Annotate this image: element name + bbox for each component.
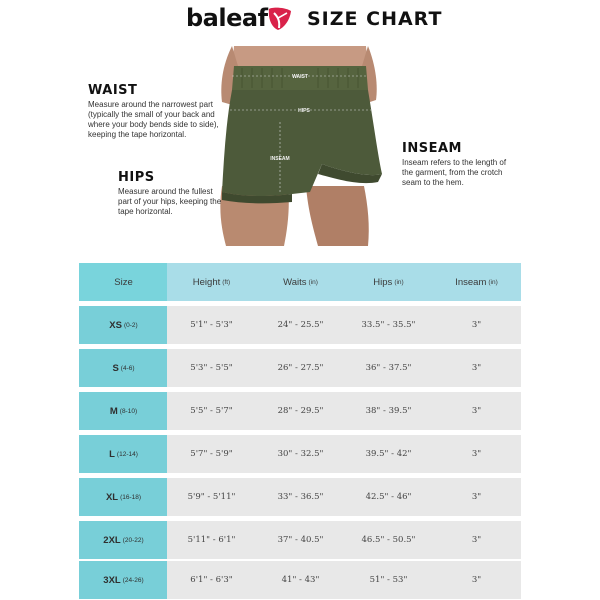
table-row <box>79 349 521 387</box>
hips-cell: 42.5" - 46" <box>344 478 433 516</box>
hips-title: HIPS <box>118 170 155 185</box>
hips-cell: 33.5" - 35.5" <box>344 306 433 344</box>
inseam-cell: 3" <box>432 478 521 516</box>
height-cell: 5'1" - 5'3" <box>167 306 256 344</box>
size-cell: M (8-10) <box>79 392 168 430</box>
photo-label-waist: WAIST <box>292 74 308 80</box>
page-title: SIZE CHART <box>307 8 443 30</box>
waist-cell: 30" - 32.5" <box>256 435 345 473</box>
waist-description: Measure around the narrowest part (typically the small of your back and where your body bends side to side), keeping the tape horizontal. <box>88 100 219 139</box>
waist-cell: 41" - 43" <box>256 561 345 599</box>
inseam-cell: 3" <box>432 521 521 559</box>
hips-cell: 36" - 37.5" <box>344 349 433 387</box>
height-cell: 5'7" - 5'9" <box>167 435 256 473</box>
header-hips: Hips (in) <box>344 263 433 301</box>
height-cell: 5'11" - 6'1" <box>167 521 256 559</box>
header-waist: Waits (in) <box>256 263 345 301</box>
waist-cell: 37" - 40.5" <box>256 521 345 559</box>
table-row <box>79 561 521 599</box>
table-header-row <box>79 263 521 301</box>
waist-cell: 24" - 25.5" <box>256 306 345 344</box>
height-cell: 5'9" - 5'11" <box>167 478 256 516</box>
table-row <box>79 306 521 344</box>
inseam-cell: 3" <box>432 435 521 473</box>
inseam-cell: 3" <box>432 392 521 430</box>
photo-label-hips: HIPS <box>298 108 310 114</box>
size-cell: XS (0-2) <box>79 306 168 344</box>
size-cell: L (12-14) <box>79 435 168 473</box>
inseam-annotation <box>402 141 514 188</box>
inseam-description: Inseam refers to the length of the garment, from the crotch seam to the hem. <box>402 158 507 187</box>
height-cell: 6'1" - 6'3" <box>167 561 256 599</box>
header-size: Size <box>79 263 168 301</box>
hips-description: Measure around the fullest part of your hips, keeping the tape horizontal. <box>118 187 222 216</box>
photo-label-inseam: INSEAM <box>270 156 290 162</box>
inseam-cell: 3" <box>432 561 521 599</box>
waist-cell: 26" - 27.5" <box>256 349 345 387</box>
waist-cell: 33" - 36.5" <box>256 478 345 516</box>
inseam-cell: 3" <box>432 349 521 387</box>
waist-cell: 28" - 29.5" <box>256 392 345 430</box>
waist-title: WAIST <box>88 83 138 98</box>
table-row <box>79 521 521 559</box>
size-cell: 3XL (24-26) <box>79 561 168 599</box>
hips-cell: 51" - 53" <box>344 561 433 599</box>
size-cell: 2XL (20-22) <box>79 521 168 559</box>
height-cell: 5'3" - 5'5" <box>167 349 256 387</box>
page-header <box>0 4 600 34</box>
size-cell: XL (16-18) <box>79 478 168 516</box>
model-shorts-photo <box>218 46 382 246</box>
table-row <box>79 435 521 473</box>
hips-cell: 38" - 39.5" <box>344 392 433 430</box>
hips-annotation <box>118 170 224 217</box>
measurement-illustration <box>0 46 600 252</box>
inseam-title: INSEAM <box>402 141 462 156</box>
inseam-cell: 3" <box>432 306 521 344</box>
hips-cell: 46.5" - 50.5" <box>344 521 433 559</box>
table-row <box>79 392 521 430</box>
table-row <box>79 478 521 516</box>
leaf-logo-icon <box>266 6 294 32</box>
size-cell: S (4-6) <box>79 349 168 387</box>
header-height: Height (ft) <box>167 263 256 301</box>
brand-name: baleaf <box>186 4 268 32</box>
waist-annotation <box>88 83 238 140</box>
hips-cell: 39.5" - 42" <box>344 435 433 473</box>
header-inseam: Inseam (in) <box>432 263 521 301</box>
height-cell: 5'5" - 5'7" <box>167 392 256 430</box>
